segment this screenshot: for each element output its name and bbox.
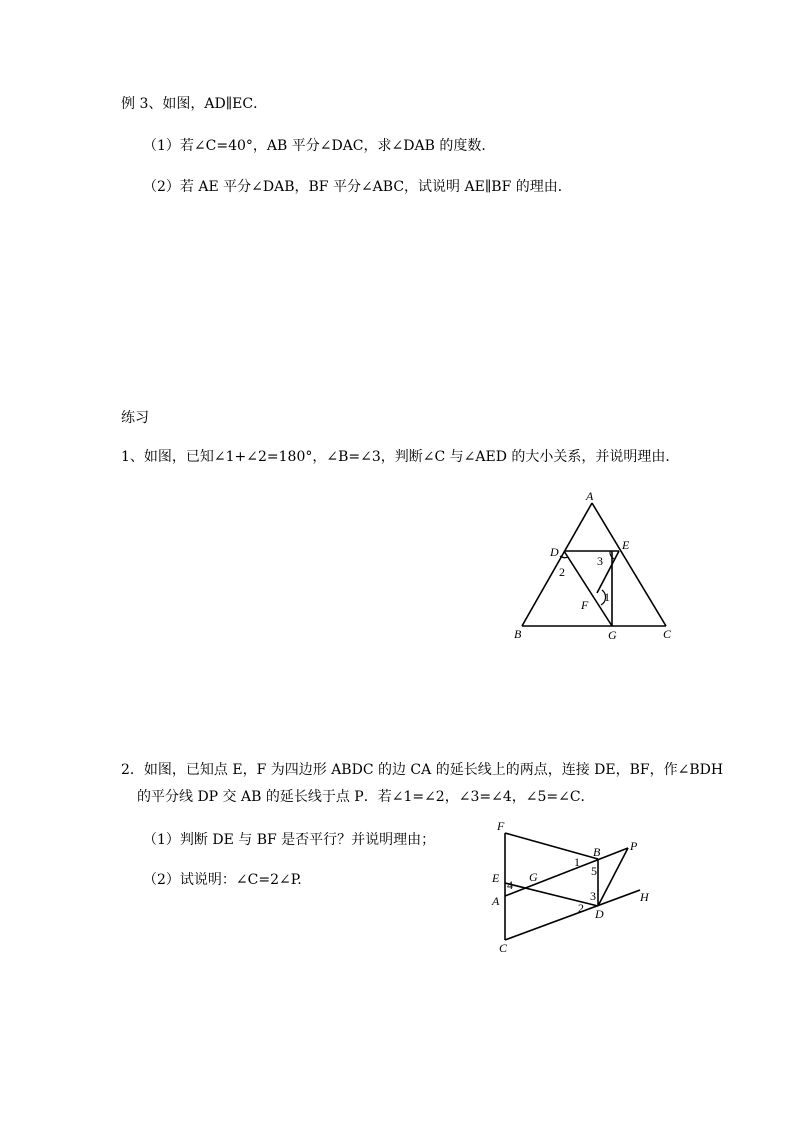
angle-label-4: 4 — [507, 878, 513, 892]
label-E: E — [622, 538, 630, 552]
q2-part2: （2）试说明：∠C=2∠P. — [143, 872, 302, 888]
segment-DG — [564, 551, 612, 626]
angle-label-1: 1 — [604, 590, 610, 604]
practice-heading: 练习 — [121, 410, 149, 426]
angle-label-2: 2 — [578, 901, 584, 915]
angle-label-2: 2 — [559, 565, 565, 579]
label-C: C — [499, 941, 508, 955]
example3-heading: 例 3、如图，AD∥EC． — [121, 96, 268, 112]
example3-part2: （2）若 AE 平分∠DAB，BF 平分∠ABC，试说明 AE∥BF 的理由． — [143, 179, 572, 195]
segment-DP — [598, 848, 628, 906]
example3-part1: （1）若∠C=40°，AB 平分∠DAC，求∠DAB 的度数． — [143, 138, 496, 154]
segment-AC — [592, 503, 666, 626]
q2-text-line1: 2．如图，已知点 E，F 为四边形 ABDC 的边 CA 的延长线上的两点，连接 DE，BF，作∠BDH — [121, 762, 724, 778]
q2-part1: （1）判断 DE 与 BF 是否平行？并说明理由； — [143, 832, 436, 848]
q1-triangle-figure — [505, 485, 690, 645]
angle-label-5: 5 — [591, 864, 597, 878]
line-AP — [505, 848, 628, 896]
label-E: E — [492, 871, 500, 885]
label-P: P — [630, 839, 638, 853]
label-B: B — [514, 627, 522, 641]
segment-FB — [505, 833, 598, 859]
label-F: F — [497, 819, 505, 833]
label-F: F — [581, 598, 589, 612]
angle-label-3: 3 — [590, 889, 596, 903]
label-C: C — [663, 627, 672, 641]
label-G: G — [608, 628, 617, 642]
label-D: D — [595, 907, 604, 921]
label-B: B — [593, 845, 601, 859]
label-A: A — [586, 489, 594, 503]
label-H: H — [640, 890, 649, 904]
segment-ED — [505, 883, 598, 906]
label-D: D — [550, 545, 559, 559]
label-G: G — [529, 870, 538, 884]
q2-text-line2: 的平分线 DP 交 AB 的延长线于点 P．若∠1=∠2，∠3=∠4，∠5=∠C． — [137, 789, 595, 805]
label-A: A — [492, 894, 500, 908]
q1-text: 1、如图，已知∠1+∠2=180°，∠B=∠3，判断∠C 与∠AED 的大小关系，并说明理由． — [121, 449, 680, 465]
line-CH — [505, 890, 640, 940]
angle-label-3: 3 — [597, 554, 603, 568]
q2-quadrilateral-figure — [488, 815, 663, 957]
angle-label-1: 1 — [574, 855, 580, 869]
